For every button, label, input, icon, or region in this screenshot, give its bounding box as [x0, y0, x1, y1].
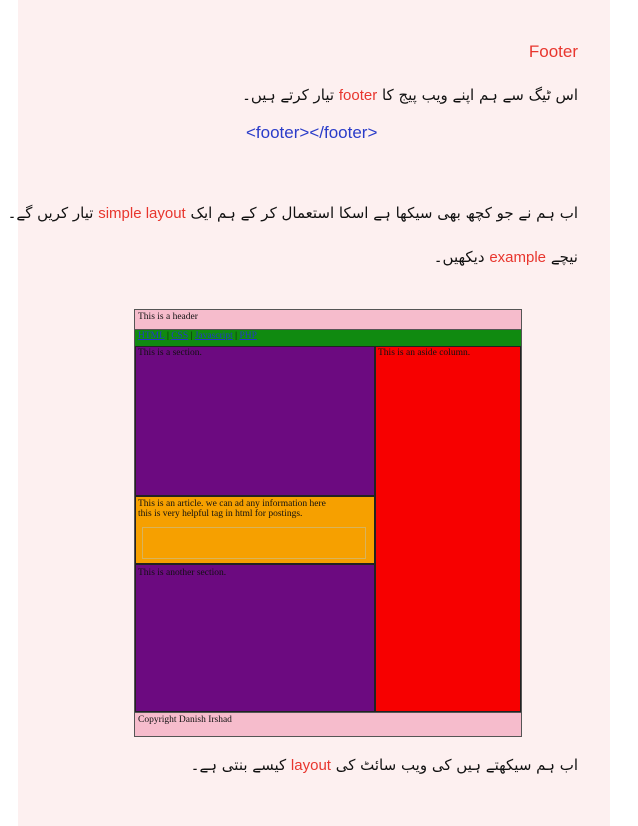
nav-link-php[interactable]: PHP [239, 331, 257, 341]
section-heading: Footer [528, 42, 578, 61]
para2-text-after: تیار کریں گے۔ [7, 204, 94, 222]
example-nav [135, 330, 521, 346]
para3-keyword: example [489, 249, 547, 266]
closing-paragraph [191, 756, 578, 774]
example-aside: This is an aside column. [375, 346, 521, 712]
code-snippet: <footer></footer> [246, 123, 378, 142]
document-page [7, 0, 610, 826]
paragraph-layout [8, 204, 578, 222]
nav-separator: | [232, 331, 240, 341]
example-article [135, 496, 375, 564]
para3-text-after: دیکھیں۔ [433, 248, 485, 266]
para2-text-before: اب ہم نے جو کچھ بھی سیکھا ہے اسکا استعمال کر کے ہم ایک [190, 204, 578, 222]
nav-link-css[interactable]: CSS [171, 331, 189, 341]
intro-text-after: تیار کرتے ہیں۔ [242, 86, 335, 104]
example-footer: Copyright Danish Irshad [135, 712, 521, 736]
closing-text-before: اب ہم سیکھتے ہیں کی ویب سائٹ کی [335, 756, 578, 774]
nav-link-javascript[interactable]: Javascript [194, 331, 233, 341]
paragraph-example [434, 248, 578, 266]
nav-separator: | [188, 331, 195, 341]
intro-text-before: اس ٹیگ سے ہم اپنے ویب پیج کا [381, 86, 578, 104]
para3-text-before: نیچے [550, 248, 578, 266]
article-line-2: this is very helpful tag in html for postings. [138, 509, 303, 519]
intro-keyword: footer [338, 87, 378, 104]
layout-example [134, 309, 522, 737]
article-inner-border [142, 527, 366, 559]
nav-link-html[interactable]: HTML [138, 331, 165, 341]
article-line-1: This is an article. we can ad any information here [138, 499, 326, 509]
para2-keyword: simple layout [98, 205, 186, 222]
nav-separator: | [164, 331, 172, 341]
example-section-2: This is another section. [135, 564, 375, 712]
example-header: This is a header [135, 310, 521, 330]
intro-paragraph [242, 86, 578, 104]
example-section: This is a section. [135, 346, 375, 496]
closing-keyword: layout [290, 757, 331, 774]
closing-text-after: کیسے بنتی ہے۔ [190, 756, 287, 774]
